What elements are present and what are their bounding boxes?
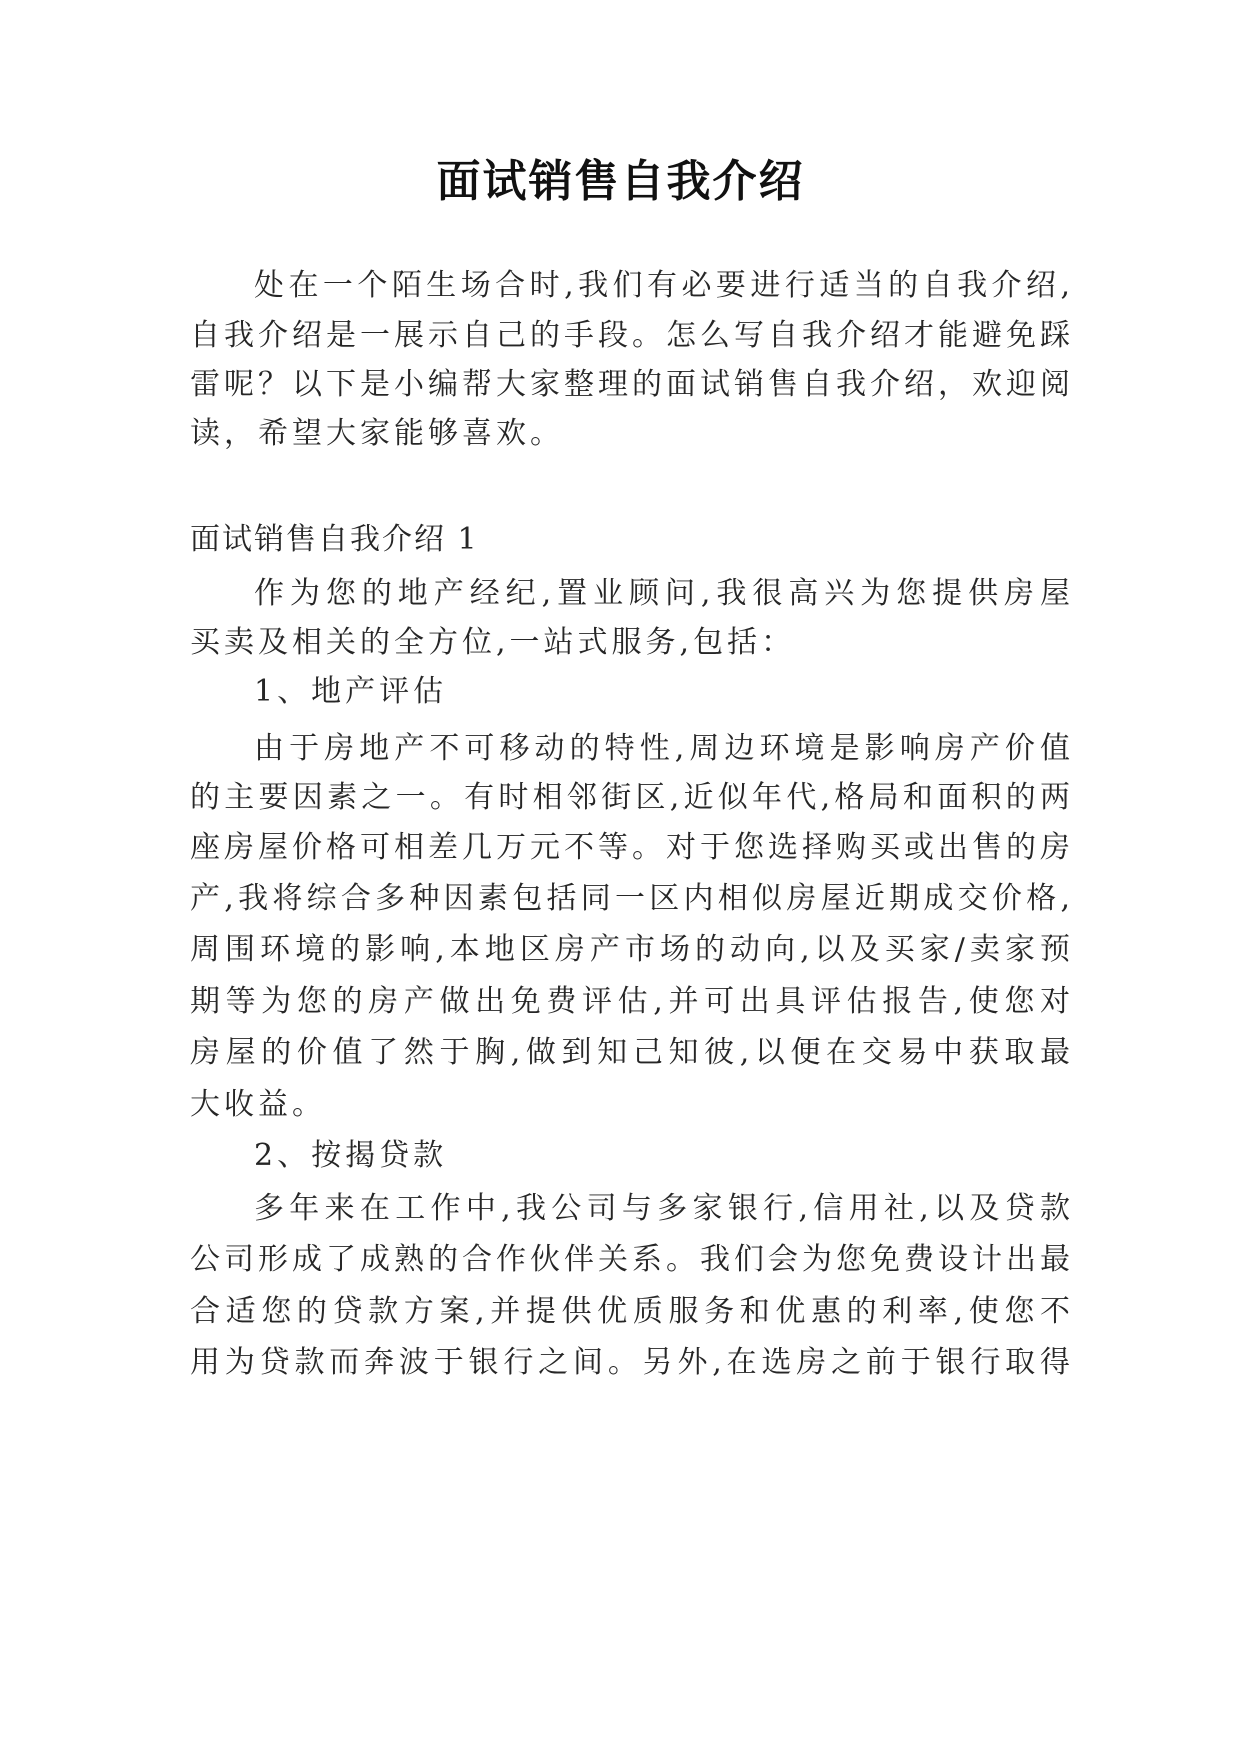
paragraph-line: 作为您的地产经纪,置业顾问,我很高兴为您提供房屋 <box>254 576 1070 611</box>
paragraph-line: 用为贷款而奔波于银行之间。另外,在选房之前于银行取得 <box>190 1345 1070 1380</box>
paragraph-line: 产,我将综合多种因素包括同一区内相似房屋近期成交价格, <box>190 881 1070 916</box>
document-title: 面试销售自我介绍 <box>436 156 805 207</box>
intro-line: 雷呢？以下是小编帮大家整理的面试销售自我介绍，欢迎阅 <box>190 367 1070 402</box>
paragraph-line: 公司形成了成熟的合作伙伴关系。我们会为您免费设计出最 <box>190 1242 1070 1277</box>
paragraph-line: 多年来在工作中,我公司与多家银行,信用社,以及贷款 <box>254 1191 1070 1226</box>
paragraph-line: 房屋的价值了然于胸,做到知己知彼,以便在交易中获取最 <box>190 1035 1070 1070</box>
section-heading: 面试销售自我介绍 1 <box>190 522 479 557</box>
paragraph-line: 期等为您的房产做出免费评估,并可出具评估报告,使您对 <box>190 984 1070 1019</box>
paragraph-line: 买卖及相关的全方位,一站式服务,包括： <box>190 625 796 660</box>
paragraph-line: 由于房地产不可移动的特性,周边环境是影响房产价值 <box>254 731 1070 766</box>
intro-line: 读，希望大家能够喜欢。 <box>190 416 564 451</box>
paragraph-line: 的主要因素之一。有时相邻街区,近似年代,格局和面积的两 <box>190 780 1070 815</box>
paragraph-line: 大收益。 <box>190 1087 326 1122</box>
paragraph-line: 座房屋价格可相差几万元不等。对于您选择购买或出售的房 <box>190 830 1070 865</box>
intro-line: 处在一个陌生场合时,我们有必要进行适当的自我介绍, <box>254 268 1070 303</box>
item-heading: 1、地产评估 <box>254 674 448 709</box>
paragraph-line: 周围环境的影响,本地区房产市场的动向,以及买家/卖家预 <box>190 932 1070 967</box>
intro-line: 自我介绍是一展示自己的手段。怎么写自我介绍才能避免踩 <box>190 318 1070 353</box>
paragraph-line: 合适您的贷款方案,并提供优质服务和优惠的利率,使您不 <box>190 1294 1070 1329</box>
item-heading: 2、按揭贷款 <box>254 1138 448 1173</box>
